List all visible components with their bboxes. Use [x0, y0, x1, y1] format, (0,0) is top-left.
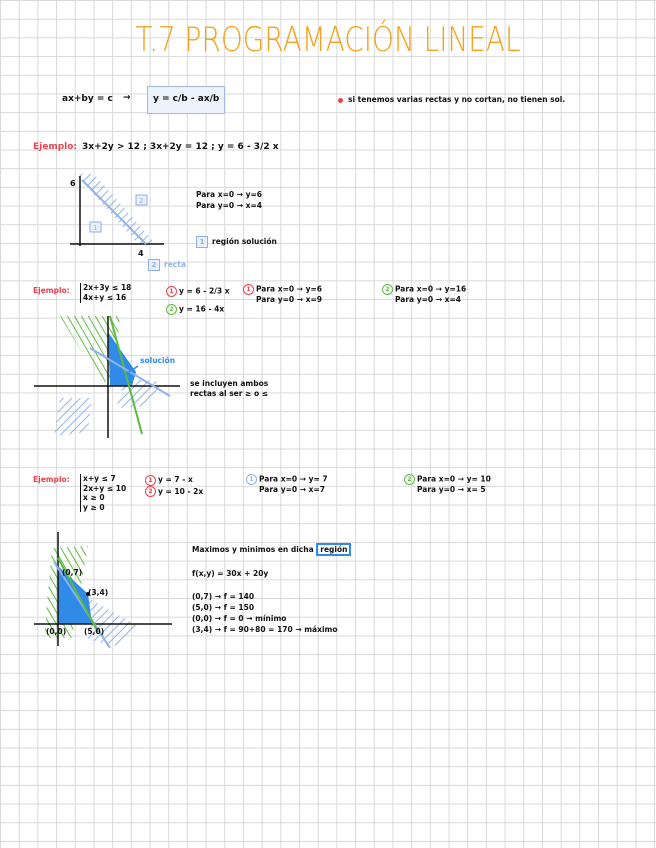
region2-marker: 2 [139, 197, 144, 205]
solved-formula: y = c/b - ax/b [153, 94, 220, 104]
page-title: T.7 PROGRAMACIÓN LINEAL [135, 20, 521, 60]
objective-function: f(x,y) = 30x + 20y [192, 569, 269, 578]
example3-ineq2: 2x+y ≤ 10 [83, 483, 127, 493]
x-tick-4: 4 [138, 249, 144, 258]
example1-statement: 3x+2y > 12 ; 3x+2y = 12 ; y = 6 - 3/2 x [82, 142, 279, 152]
example1-para1: Para x=0 → y=6 [196, 190, 262, 199]
example1-graph [60, 170, 170, 260]
point-0-0: (0,0) [46, 627, 67, 636]
line-recta [82, 180, 146, 244]
point-5-0: (5,0) [84, 627, 105, 636]
point-3-4: (3,4) [88, 588, 109, 597]
note-text: si tenemos varias rectas y no cortan, no tienen sol. [348, 95, 566, 104]
arrow: → [123, 93, 131, 103]
example2-points2: 2 Para x=0 → y=16 Para y=0 → x=4 [382, 284, 466, 305]
hatched-region [76, 174, 156, 244]
example3-label: Ejemplo: [33, 475, 70, 484]
example3-points2: 2 Para x=0 → y= 10 Para y=0 → x= 5 [404, 474, 491, 495]
example2-eq1: 1 y = 6 - 2/3 x [166, 286, 230, 297]
example2-points1: 1 Para x=0 → y=6 Para y=0 → x=9 [243, 284, 322, 305]
legend1-box: 1 [196, 236, 208, 248]
example3-ineq4: y ≥ 0 [83, 502, 105, 512]
example2-ineq2: 4x+y ≤ 16 [83, 293, 127, 302]
region1-marker: 1 [93, 224, 98, 232]
example2-ineq1: 2x+3y ≤ 18 [83, 283, 132, 292]
example1-label: Ejemplo: [33, 142, 78, 152]
solution-label: solución [140, 356, 176, 365]
result-3: (0,0) → f = 0 → mínimo [192, 614, 287, 623]
example2-label: Ejemplo: [33, 286, 70, 295]
example2-system [80, 283, 131, 303]
red-bullet-icon [338, 98, 343, 103]
note-line1: se incluyen ambos [190, 379, 269, 388]
general-equation: ax+by = c [62, 94, 113, 104]
legend-solution: 1 región solución [196, 236, 277, 248]
y-tick-6: 6 [70, 179, 76, 188]
example2-eq2: 2 y = 16 - 4x [166, 304, 224, 315]
note-line2: rectas al ser ≥ o ≤ [190, 389, 268, 398]
example3-ineq3: x ≥ 0 [83, 493, 105, 502]
result-2: (5,0) → f = 150 [192, 603, 255, 612]
result-1: (0,7) → f = 140 [192, 592, 255, 601]
example3-eqs: 1 y = 7 - x 2 y = 10 - 2x [145, 474, 203, 497]
example3-system [80, 474, 126, 512]
result-4: (3,4) → f = 90+80 = 170 → máximo [192, 625, 338, 634]
example3-points1: 1 Para x=0 → y= 7 Para y=0 → x=7 [246, 474, 328, 495]
region-highlight: región [316, 543, 351, 556]
note [338, 95, 565, 104]
maxmin-heading: Maximos y minimos en dicha región [192, 545, 351, 554]
legend-line: 2 recta [148, 259, 186, 271]
example3-ineq1: x+y ≤ 7 [83, 474, 116, 483]
example1-para2: Para y=0 → x=4 [196, 201, 262, 210]
legend2-box: 2 [148, 259, 160, 271]
point-0-7: (0,7) [62, 568, 83, 577]
example2-graph [30, 312, 190, 442]
